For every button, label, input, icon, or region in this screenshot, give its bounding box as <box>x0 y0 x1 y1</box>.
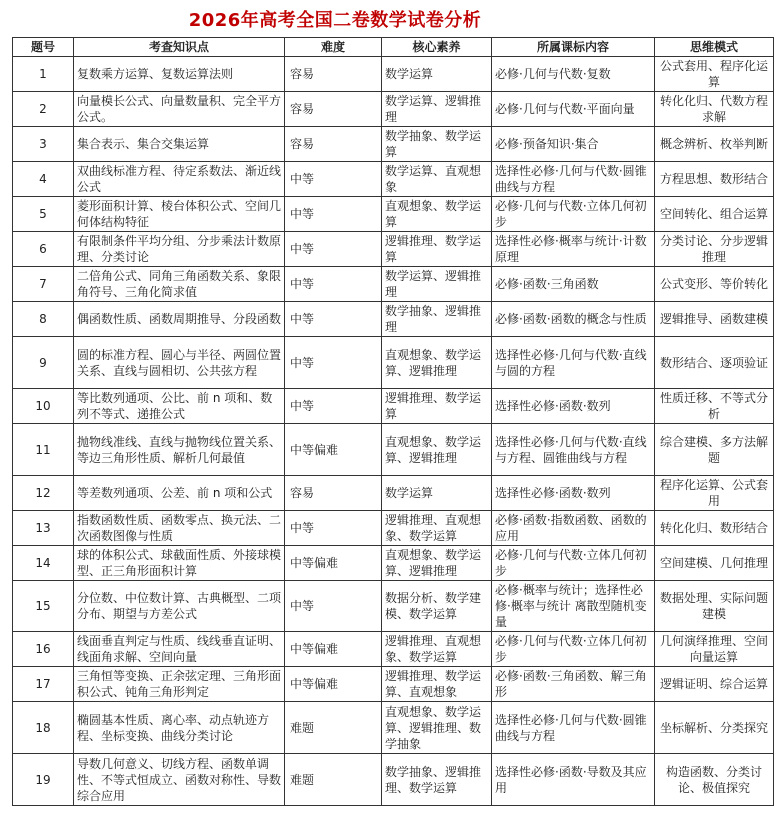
cell-knowledge: 指数函数性质、函数零点、换元法、二次函数图像与性质 <box>74 511 285 546</box>
cell-difficulty: 中等偏难 <box>285 632 382 667</box>
table-row <box>13 424 774 476</box>
cell-thinking: 程序化运算、公式套用 <box>655 476 774 511</box>
table-row <box>13 162 774 197</box>
cell-knowledge: 等差数列通项、公差、前 n 项和公式 <box>74 476 285 511</box>
cell-standard: 选择性必修·函数·数列 <box>492 476 655 511</box>
cell-thinking: 数据处理、实际问题建模 <box>655 581 774 632</box>
cell-thinking: 概念辨析、枚举判断 <box>655 127 774 162</box>
cell-difficulty: 中等 <box>285 162 382 197</box>
cell-thinking: 空间转化、组合运算 <box>655 197 774 232</box>
cell-thinking: 数形结合、逐项验证 <box>655 337 774 389</box>
header-knowledge: 考查知识点 <box>74 38 285 57</box>
cell-difficulty: 中等 <box>285 197 382 232</box>
cell-difficulty: 中等偏难 <box>285 667 382 702</box>
cell-standard: 必修·函数·函数的概念与性质 <box>492 302 655 337</box>
cell-standard: 选择性必修·几何与代数·圆锥曲线与方程 <box>492 702 655 754</box>
cell-difficulty: 中等 <box>285 267 382 302</box>
cell-standard: 选择性必修·函数·导数及其应用 <box>492 754 655 806</box>
cell-thinking: 转化化归、数形结合 <box>655 511 774 546</box>
cell-difficulty: 中等 <box>285 511 382 546</box>
cell-no: 17 <box>13 667 74 702</box>
cell-knowledge: 三角恒等变换、正余弦定理、三角形面积公式、钝角三角形判定 <box>74 667 285 702</box>
cell-thinking: 坐标解析、分类探究 <box>655 702 774 754</box>
cell-thinking: 逻辑证明、综合运算 <box>655 667 774 702</box>
cell-no: 7 <box>13 267 74 302</box>
cell-knowledge: 球的体积公式、球截面性质、外接球模型、正三角形面积计算 <box>74 546 285 581</box>
cell-standard: 必修·几何与代数·平面向量 <box>492 92 655 127</box>
cell-standard: 必修·概率与统计；选择性必修·概率与统计 离散型随机变量 <box>492 581 655 632</box>
cell-knowledge: 线面垂直判定与性质、线线垂直证明、线面角求解、空间向量 <box>74 632 285 667</box>
analysis-table <box>12 37 774 806</box>
cell-no: 1 <box>13 57 74 92</box>
cell-knowledge: 圆的标准方程、圆心与半径、两圆位置关系、直线与圆相切、公共弦方程 <box>74 337 285 389</box>
cell-knowledge: 复数乘方运算、复数运算法则 <box>74 57 285 92</box>
cell-literacy: 逻辑推理、数学运算 <box>382 232 492 267</box>
cell-literacy: 直观想象、数学运算、逻辑推理 <box>382 337 492 389</box>
cell-thinking: 几何演绎推理、空间向量运算 <box>655 632 774 667</box>
cell-thinking: 构造函数、分类讨论、极值探究 <box>655 754 774 806</box>
cell-difficulty: 中等 <box>285 232 382 267</box>
cell-thinking: 综合建模、多方法解题 <box>655 424 774 476</box>
table-row <box>13 702 774 754</box>
cell-standard: 必修·函数·三角函数 <box>492 267 655 302</box>
table-row <box>13 57 774 92</box>
cell-knowledge: 偶函数性质、函数周期推导、分段函数 <box>74 302 285 337</box>
cell-no: 18 <box>13 702 74 754</box>
cell-knowledge: 菱形面积计算、棱台体积公式、空间几何体结构特征 <box>74 197 285 232</box>
cell-difficulty: 容易 <box>285 127 382 162</box>
table-row <box>13 92 774 127</box>
cell-difficulty: 中等偏难 <box>285 424 382 476</box>
cell-difficulty: 容易 <box>285 476 382 511</box>
page-title: 2026年高考全国二卷数学试卷分析 <box>188 10 482 31</box>
table-row <box>13 232 774 267</box>
cell-standard: 必修·几何与代数·复数 <box>492 57 655 92</box>
cell-standard: 选择性必修·概率与统计·计数原理 <box>492 232 655 267</box>
cell-literacy: 数学抽象、数学运算 <box>382 127 492 162</box>
cell-no: 14 <box>13 546 74 581</box>
cell-thinking: 空间建模、几何推理 <box>655 546 774 581</box>
cell-literacy: 直观想象、数学运算、逻辑推理 <box>382 424 492 476</box>
header-literacy: 核心素养 <box>382 38 492 57</box>
cell-literacy: 数学运算、逻辑推理 <box>382 92 492 127</box>
cell-knowledge: 抛物线准线、直线与抛物线位置关系、等边三角形性质、解析几何最值 <box>74 424 285 476</box>
cell-difficulty: 中等偏难 <box>285 546 382 581</box>
cell-standard: 必修·函数·三角函数、解三角形 <box>492 667 655 702</box>
cell-knowledge: 分位数、中位数计算、古典概型、二项分布、期望与方差公式 <box>74 581 285 632</box>
cell-thinking: 分类讨论、分步逻辑推理 <box>655 232 774 267</box>
cell-standard: 选择性必修·几何与代数·直线与圆的方程 <box>492 337 655 389</box>
cell-no: 4 <box>13 162 74 197</box>
cell-no: 6 <box>13 232 74 267</box>
cell-literacy: 直观想象、数学运算、逻辑推理 <box>382 546 492 581</box>
cell-difficulty: 中等 <box>285 581 382 632</box>
cell-difficulty: 中等 <box>285 389 382 424</box>
cell-no: 11 <box>13 424 74 476</box>
cell-no: 9 <box>13 337 74 389</box>
cell-difficulty: 容易 <box>285 57 382 92</box>
cell-thinking: 方程思想、数形结合 <box>655 162 774 197</box>
cell-literacy: 数学运算 <box>382 476 492 511</box>
header-standard: 所属课标内容 <box>492 38 655 57</box>
cell-no: 13 <box>13 511 74 546</box>
header-no: 题号 <box>13 38 74 57</box>
header-difficulty: 难度 <box>285 38 382 57</box>
cell-no: 12 <box>13 476 74 511</box>
cell-literacy: 直观想象、数学运算 <box>382 197 492 232</box>
cell-literacy: 数学运算、逻辑推理 <box>382 267 492 302</box>
table-row <box>13 476 774 511</box>
cell-literacy: 数学运算 <box>382 57 492 92</box>
cell-knowledge: 椭圆基本性质、离心率、动点轨迹方程、坐标变换、曲线分类讨论 <box>74 702 285 754</box>
header-row <box>13 38 774 57</box>
table-row <box>13 667 774 702</box>
cell-standard: 必修·函数·指数函数、函数的应用 <box>492 511 655 546</box>
cell-no: 19 <box>13 754 74 806</box>
cell-knowledge: 等比数列通项、公比、前 n 项和、数列不等式、递推公式 <box>74 389 285 424</box>
cell-knowledge: 向量模长公式、向量数量积、完全平方公式。 <box>74 92 285 127</box>
table-row <box>13 302 774 337</box>
cell-difficulty: 难题 <box>285 702 382 754</box>
cell-literacy: 逻辑推理、数学运算、直观想象 <box>382 667 492 702</box>
header-thinking: 思维模式 <box>655 38 774 57</box>
cell-knowledge: 导数几何意义、切线方程、函数单调性、不等式恒成立、函数对称性、导数综合应用 <box>74 754 285 806</box>
cell-literacy: 逻辑推理、数学运算 <box>382 389 492 424</box>
table-row <box>13 581 774 632</box>
cell-thinking: 逻辑推导、函数建模 <box>655 302 774 337</box>
cell-literacy: 数据分析、数学建模、数学运算 <box>382 581 492 632</box>
table-row <box>13 754 774 806</box>
cell-literacy: 数学抽象、逻辑推理、数学运算 <box>382 754 492 806</box>
cell-difficulty: 中等 <box>285 302 382 337</box>
table-row <box>13 546 774 581</box>
cell-knowledge: 有限制条件平均分组、分步乘法计数原理、分类讨论 <box>74 232 285 267</box>
cell-no: 10 <box>13 389 74 424</box>
cell-literacy: 逻辑推理、直观想象、数学运算 <box>382 632 492 667</box>
cell-standard: 必修·几何与代数·立体几何初步 <box>492 197 655 232</box>
cell-thinking: 公式套用、程序化运算 <box>655 57 774 92</box>
cell-no: 16 <box>13 632 74 667</box>
cell-knowledge: 二倍角公式、同角三角函数关系、象限角符号、三角化简求值 <box>74 267 285 302</box>
cell-knowledge: 集合表示、集合交集运算 <box>74 127 285 162</box>
cell-standard: 选择性必修·函数·数列 <box>492 389 655 424</box>
cell-literacy: 数学运算、直观想象 <box>382 162 492 197</box>
cell-standard: 必修·预备知识·集合 <box>492 127 655 162</box>
cell-no: 8 <box>13 302 74 337</box>
cell-thinking: 公式变形、等价转化 <box>655 267 774 302</box>
cell-no: 5 <box>13 197 74 232</box>
table-row <box>13 389 774 424</box>
table-row <box>13 127 774 162</box>
cell-difficulty: 中等 <box>285 337 382 389</box>
cell-no: 3 <box>13 127 74 162</box>
cell-standard: 必修·几何与代数·立体几何初步 <box>492 632 655 667</box>
cell-literacy: 逻辑推理、直观想象、数学运算 <box>382 511 492 546</box>
table-row <box>13 632 774 667</box>
cell-no: 2 <box>13 92 74 127</box>
table-row <box>13 197 774 232</box>
cell-difficulty: 容易 <box>285 92 382 127</box>
cell-standard: 选择性必修·几何与代数·圆锥曲线与方程 <box>492 162 655 197</box>
cell-standard: 必修·几何与代数·立体几何初步 <box>492 546 655 581</box>
cell-no: 15 <box>13 581 74 632</box>
cell-thinking: 性质迁移、不等式分析 <box>655 389 774 424</box>
table-row <box>13 511 774 546</box>
table-body <box>13 57 774 806</box>
cell-difficulty: 难题 <box>285 754 382 806</box>
table-row <box>13 337 774 389</box>
cell-knowledge: 双曲线标准方程、待定系数法、渐近线公式 <box>74 162 285 197</box>
cell-thinking: 转化化归、代数方程求解 <box>655 92 774 127</box>
cell-literacy: 数学抽象、逻辑推理 <box>382 302 492 337</box>
table-row <box>13 267 774 302</box>
cell-standard: 选择性必修·几何与代数·直线与方程、圆锥曲线与方程 <box>492 424 655 476</box>
cell-literacy: 直观想象、数学运算、逻辑推理、数学抽象 <box>382 702 492 754</box>
